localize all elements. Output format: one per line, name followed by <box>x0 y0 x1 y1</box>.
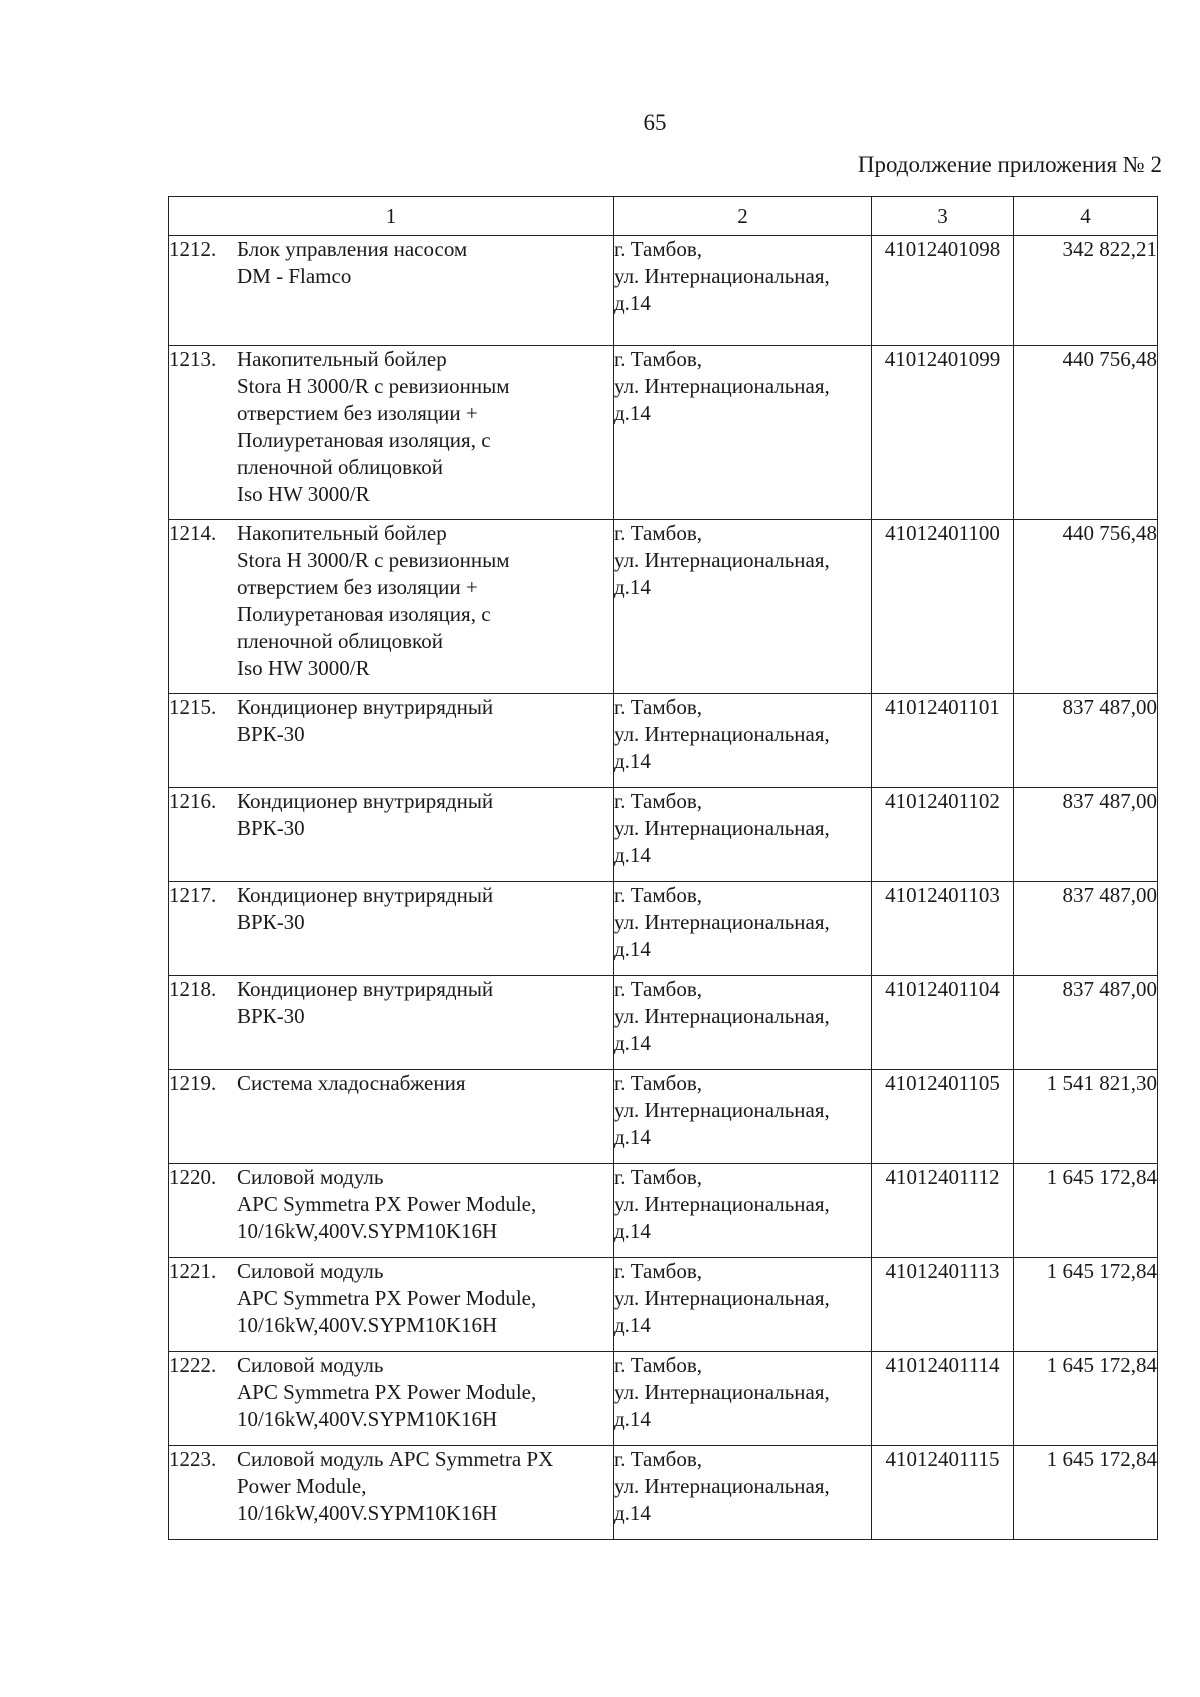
item-number: 1221. <box>169 1259 217 1283</box>
item-name <box>237 346 613 508</box>
address-line: д.14 <box>614 937 651 961</box>
address-line: ул. Интернациональная, <box>614 1192 830 1216</box>
item-name-line: Силовой модуль <box>237 1165 384 1189</box>
item-number: 1214. <box>169 521 217 545</box>
address-line: ул. Интернациональная, <box>614 1380 830 1404</box>
address-line: ул. Интернациональная, <box>614 816 830 840</box>
item-name-wrap <box>169 1258 613 1339</box>
item-name <box>237 1446 613 1527</box>
item-name-line: 10/16kW,400V.SYPM10K16H <box>237 1407 498 1431</box>
price-value: 837 487,00 <box>1014 976 1158 1070</box>
item-name-line: Накопительный бойлер <box>237 521 447 545</box>
item-name <box>237 694 613 748</box>
inventory-number: 41012401098 <box>872 236 1014 346</box>
item-name <box>237 976 613 1030</box>
item-name-cell <box>169 520 614 694</box>
item-name-line: отверстием без изоляции + <box>237 401 478 425</box>
item-number: 1222. <box>169 1353 217 1377</box>
address-line: г. Тамбов, <box>614 347 703 371</box>
table-row <box>169 1164 1158 1258</box>
inventory-number: 41012401103 <box>872 882 1014 976</box>
inventory-number: 41012401112 <box>872 1164 1014 1258</box>
address-line: д.14 <box>614 1125 651 1149</box>
address-line: ул. Интернациональная, <box>614 722 830 746</box>
item-name-line: 10/16kW,400V.SYPM10K16H <box>237 1219 498 1243</box>
item-number: 1220. <box>169 1165 217 1189</box>
address-cell <box>614 1070 872 1164</box>
item-name-wrap <box>169 1352 613 1433</box>
price-value: 1 645 172,84 <box>1014 1258 1158 1352</box>
item-name-cell <box>169 882 614 976</box>
item-name-line: Блок управления насосом <box>237 237 468 261</box>
item-name-line: Кондиционер внутрирядный <box>237 695 494 719</box>
address-line: д.14 <box>614 291 651 315</box>
item-name <box>237 1258 613 1339</box>
price-value: 1 645 172,84 <box>1014 1446 1158 1540</box>
inventory-number: 41012401113 <box>872 1258 1014 1352</box>
address-cell <box>614 1352 872 1446</box>
item-name <box>237 1164 613 1245</box>
item-name-cell <box>169 1164 614 1258</box>
item-name-cell <box>169 1446 614 1540</box>
table-row <box>169 694 1158 788</box>
address-cell <box>614 1164 872 1258</box>
item-name-line: Полиуретановая изоляция, с <box>237 602 491 626</box>
item-name <box>237 1070 613 1097</box>
item-name-line: APC Symmetra PX Power Module, <box>237 1192 537 1216</box>
item-name-wrap <box>169 788 613 842</box>
item-name-line: APC Symmetra PX Power Module, <box>237 1286 537 1310</box>
address-line: д.14 <box>614 1407 651 1431</box>
inventory-number: 41012401101 <box>872 694 1014 788</box>
table-row <box>169 1070 1158 1164</box>
address-line: г. Тамбов, <box>614 1353 703 1377</box>
price-value: 837 487,00 <box>1014 882 1158 976</box>
item-name-line: Силовой модуль <box>237 1353 384 1377</box>
item-name <box>237 882 613 936</box>
address-cell <box>614 976 872 1070</box>
address-cell <box>614 788 872 882</box>
header-cell: 3 <box>872 197 1014 236</box>
item-name-wrap <box>169 520 613 682</box>
address-line: ул. Интернациональная, <box>614 1004 830 1028</box>
address-cell <box>614 346 872 520</box>
inventory-number: 41012401105 <box>872 1070 1014 1164</box>
item-name-line: Power Module, <box>237 1474 367 1498</box>
item-name-cell <box>169 346 614 520</box>
address-line: ул. Интернациональная, <box>614 1474 830 1498</box>
item-name-cell <box>169 694 614 788</box>
address-line: г. Тамбов, <box>614 1259 703 1283</box>
item-number: 1219. <box>169 1071 217 1095</box>
item-number: 1213. <box>169 347 217 371</box>
address-line: д.14 <box>614 1501 651 1525</box>
item-name-line: Накопительный бойлер <box>237 347 447 371</box>
table-header-row <box>169 197 1158 236</box>
item-name-cell <box>169 1352 614 1446</box>
item-name-line: Полиуретановая изоляция, с <box>237 428 491 452</box>
price-value: 440 756,48 <box>1014 346 1158 520</box>
address-line: г. Тамбов, <box>614 237 703 261</box>
price-value: 837 487,00 <box>1014 788 1158 882</box>
asset-table <box>168 196 1158 1540</box>
address-line: г. Тамбов, <box>614 1071 703 1095</box>
address-line: г. Тамбов, <box>614 521 703 545</box>
price-value: 1 645 172,84 <box>1014 1352 1158 1446</box>
item-name-line: Кондиционер внутрирядный <box>237 883 494 907</box>
table-body <box>169 236 1158 1540</box>
table-row <box>169 976 1158 1070</box>
address-line: ул. Интернациональная, <box>614 1286 830 1310</box>
item-name-line: 10/16kW,400V.SYPM10K16H <box>237 1501 498 1525</box>
price-value: 440 756,48 <box>1014 520 1158 694</box>
item-name-wrap <box>169 1070 613 1097</box>
table-row <box>169 520 1158 694</box>
item-name <box>237 236 613 290</box>
address-line: д.14 <box>614 843 651 867</box>
item-name-line: Силовой модуль APC Symmetra PX <box>237 1447 554 1471</box>
price-value: 837 487,00 <box>1014 694 1158 788</box>
item-number: 1212. <box>169 237 217 261</box>
item-name-line: DM - Flamco <box>237 264 352 288</box>
table-row <box>169 882 1158 976</box>
inventory-number: 41012401104 <box>872 976 1014 1070</box>
price-value: 1 645 172,84 <box>1014 1164 1158 1258</box>
table-row <box>169 1446 1158 1540</box>
table-row <box>169 788 1158 882</box>
item-number: 1216. <box>169 789 217 813</box>
address-line: д.14 <box>614 1219 651 1243</box>
item-number: 1215. <box>169 695 217 719</box>
inventory-number: 41012401102 <box>872 788 1014 882</box>
item-name-line: 10/16kW,400V.SYPM10K16H <box>237 1313 498 1337</box>
item-name-line: Силовой модуль <box>237 1259 384 1283</box>
address-cell <box>614 882 872 976</box>
continuation-title: Продолжение приложения № 2 <box>857 152 1162 177</box>
item-name-wrap <box>169 882 613 936</box>
table-row <box>169 346 1158 520</box>
item-name-wrap <box>169 976 613 1030</box>
item-name-line: Система хладоснабжения <box>237 1071 466 1095</box>
item-name-cell <box>169 788 614 882</box>
address-line: г. Тамбов, <box>614 977 703 1001</box>
item-name-wrap <box>169 1164 613 1245</box>
item-name-line: пленочной облицовкой <box>237 629 443 653</box>
header-cell: 4 <box>1014 197 1158 236</box>
address-line: ул. Интернациональная, <box>614 910 830 934</box>
address-cell <box>614 236 872 346</box>
item-name-cell <box>169 976 614 1070</box>
address-cell <box>614 694 872 788</box>
item-name-wrap <box>169 1446 613 1527</box>
address-line: ул. Интернациональная, <box>614 548 830 572</box>
address-cell <box>614 1446 872 1540</box>
item-name-line: ВРК-30 <box>237 1004 305 1028</box>
item-number: 1218. <box>169 977 217 1001</box>
address-line: ул. Интернациональная, <box>614 1098 830 1122</box>
item-name-cell <box>169 236 614 346</box>
item-name-line: ВРК-30 <box>237 722 305 746</box>
item-name-wrap <box>169 236 613 290</box>
item-name-line: ВРК-30 <box>237 816 305 840</box>
item-name <box>237 1352 613 1433</box>
address-cell <box>614 520 872 694</box>
table-row <box>169 1352 1158 1446</box>
header-cell: 2 <box>614 197 872 236</box>
item-name <box>237 520 613 682</box>
header-cell: 1 <box>169 197 614 236</box>
inventory-number: 41012401115 <box>872 1446 1014 1540</box>
address-line: г. Тамбов, <box>614 883 703 907</box>
item-name-line: ВРК-30 <box>237 910 305 934</box>
address-line: ул. Интернациональная, <box>614 264 830 288</box>
price-value: 342 822,21 <box>1014 236 1158 346</box>
item-name <box>237 788 613 842</box>
item-name-line: Stora H 3000/R с ревизионным <box>237 374 510 398</box>
address-line: д.14 <box>614 575 651 599</box>
item-name-cell <box>169 1258 614 1352</box>
item-name-cell <box>169 1070 614 1164</box>
item-name-line: Stora H 3000/R с ревизионным <box>237 548 510 572</box>
address-line: г. Тамбов, <box>614 695 703 719</box>
item-name-line: Кондиционер внутрирядный <box>237 789 494 813</box>
item-name-line: Iso HW 3000/R <box>237 656 370 680</box>
address-line: д.14 <box>614 401 651 425</box>
inventory-number: 41012401114 <box>872 1352 1014 1446</box>
inventory-number: 41012401099 <box>872 346 1014 520</box>
table-row <box>169 236 1158 346</box>
address-line: д.14 <box>614 1031 651 1055</box>
address-line: д.14 <box>614 749 651 773</box>
address-cell <box>614 1258 872 1352</box>
item-name-line: пленочной облицовкой <box>237 455 443 479</box>
inventory-number: 41012401100 <box>872 520 1014 694</box>
address-line: г. Тамбов, <box>614 1165 703 1189</box>
table-row <box>169 1258 1158 1352</box>
address-line: г. Тамбов, <box>614 789 703 813</box>
item-name-wrap <box>169 346 613 508</box>
item-number: 1217. <box>169 883 217 907</box>
item-name-line: APC Symmetra PX Power Module, <box>237 1380 537 1404</box>
address-line: ул. Интернациональная, <box>614 374 830 398</box>
item-number: 1223. <box>169 1447 217 1471</box>
price-value: 1 541 821,30 <box>1014 1070 1158 1164</box>
address-line: г. Тамбов, <box>614 1447 703 1471</box>
item-name-line: отверстием без изоляции + <box>237 575 478 599</box>
address-line: д.14 <box>614 1313 651 1337</box>
page-number: 65 <box>643 110 667 135</box>
item-name-line: Iso HW 3000/R <box>237 482 370 506</box>
item-name-wrap <box>169 694 613 748</box>
item-name-line: Кондиционер внутрирядный <box>237 977 494 1001</box>
